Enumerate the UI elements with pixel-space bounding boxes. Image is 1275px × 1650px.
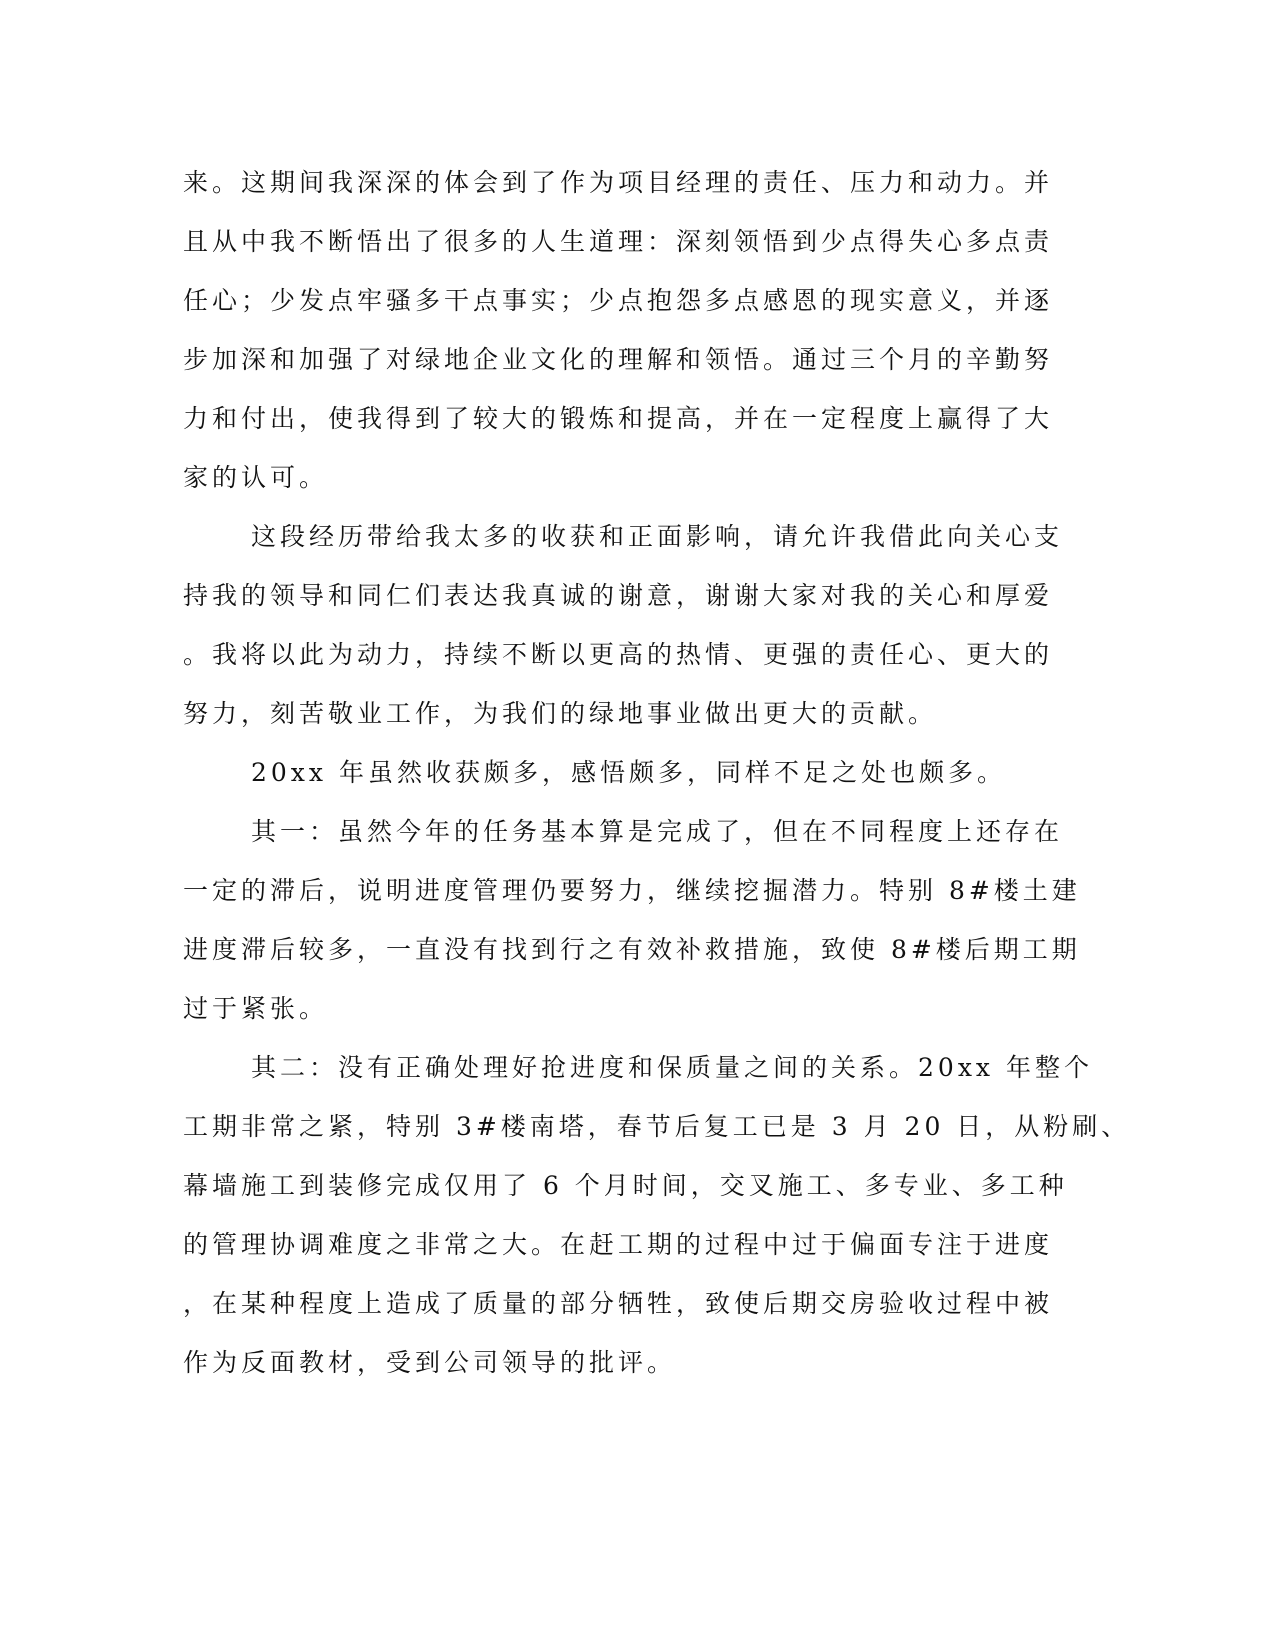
document-body — [183, 153, 1131, 1392]
text-line: 这段经历带给我太多的收获和正面影响，请允许我借此向关心支 — [251, 522, 1064, 551]
text-line: 力和付出，使我得到了较大的锻炼和提高，并在一定程度上赢得了大 — [183, 404, 1054, 433]
text-line: 努力，刻苦敬业工作，为我们的绿地事业做出更大的贡献。 — [183, 699, 938, 728]
text-line: 工期非常之紧，特别 3#楼南塔，春节后复工已是 3 月 20 日，从粉刷、 — [183, 1112, 1131, 1141]
text-line: 进度滞后较多，一直没有找到行之有效补救措施，致使 8#楼后期工期 — [183, 935, 1081, 964]
text-line: 一定的滞后，说明进度管理仍要努力，继续挖掘潜力。特别 8#楼土建 — [183, 876, 1081, 905]
paragraph — [183, 743, 1043, 802]
text-line: 。我将以此为动力，持续不断以更高的热情、更强的责任心、更大的 — [183, 640, 1054, 669]
text-line: 且从中我不断悟出了很多的人生道理：深刻领悟到少点得失心多点责 — [183, 227, 1054, 256]
paragraph — [183, 153, 1054, 507]
text-line: 来。这期间我深深的体会到了作为项目经理的责任、压力和动力。并 — [183, 168, 1054, 197]
text-line: ，在某种程度上造成了质量的部分牺牲，致使后期交房验收过程中被 — [183, 1289, 1054, 1318]
paragraph — [183, 507, 1064, 743]
text-line: 其二：没有正确处理好抢进度和保质量之间的关系。20xx 年整个 — [251, 1053, 1093, 1082]
text-line: 过于紧张。 — [183, 994, 329, 1023]
text-line: 步加深和加强了对绿地企业文化的理解和领悟。通过三个月的辛勤努 — [183, 345, 1054, 374]
paragraph — [183, 802, 1081, 1038]
text-line: 任心；少发点牢骚多干点事实；少点抱怨多点感恩的现实意义，并逐 — [183, 286, 1054, 315]
text-line: 的管理协调难度之非常之大。在赶工期的过程中过于偏面专注于进度 — [183, 1230, 1054, 1259]
text-line: 其一：虽然今年的任务基本算是完成了，但在不同程度上还存在 — [251, 817, 1064, 846]
text-line: 持我的领导和同仁们表达我真诚的谢意，谢谢大家对我的关心和厚爱 — [183, 581, 1054, 610]
paragraph — [183, 1038, 1131, 1392]
text-line: 幕墙施工到装修完成仅用了 6 个月时间，交叉施工、多专业、多工种 — [183, 1171, 1068, 1200]
text-line: 家的认可。 — [183, 463, 329, 492]
text-line: 20xx 年虽然收获颇多，感悟颇多，同样不足之处也颇多。 — [251, 758, 1006, 787]
text-line: 作为反面教材，受到公司领导的批评。 — [183, 1348, 677, 1377]
